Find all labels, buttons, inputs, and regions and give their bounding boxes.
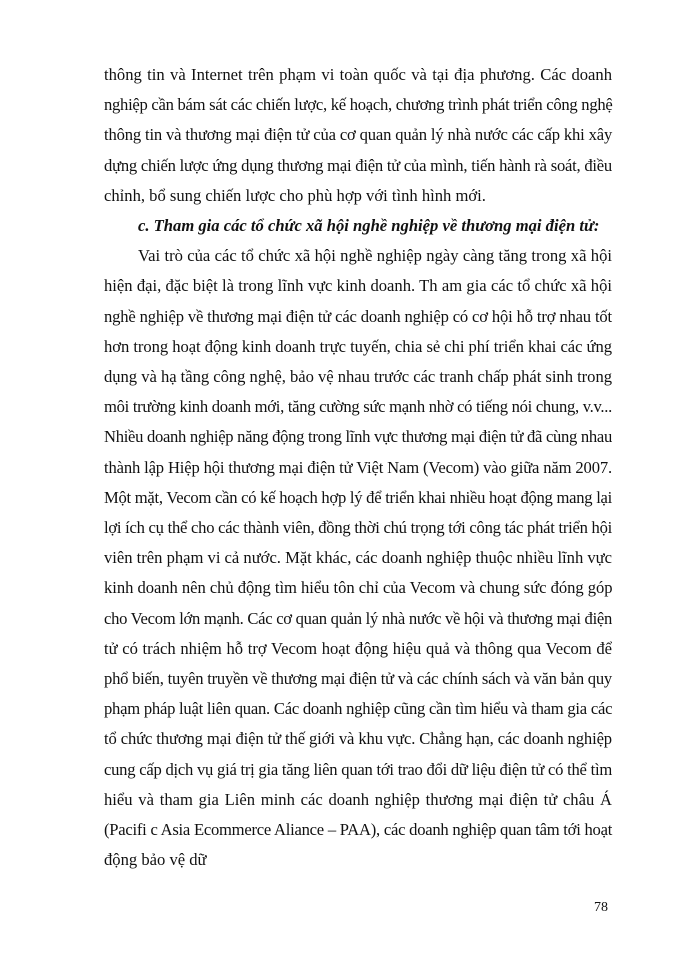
- text-line: dụng và hạ tầng công nghệ, bảo vệ nhau trước các tranh chấp phát sinh trong: [104, 367, 612, 387]
- text-line: phổ biến, tuyên truyền về thương mại điện tử và các chính sách và văn bản quy: [104, 669, 612, 689]
- text-line: hiểu và tham gia Liên minh các doanh nghiệp thương mại điện tử châu Á: [104, 789, 612, 809]
- paragraph-associations: [104, 241, 612, 875]
- text-line: tổ chức thương mại điện tử thế giới và khu vực. Chẳng hạn, các doanh nghiệp: [104, 729, 612, 749]
- text-line: tử có trách nhiệm hỗ trợ Vecom hoạt động hiệu quả và thông qua Vecom để: [104, 638, 612, 658]
- text-line: nghiệp cần bám sát các chiến lược, kế hoạch, chương trình phát triển công nghệ: [104, 95, 613, 115]
- text-line: môi trường kinh doanh mới, tăng cường sức mạnh nhờ có tiếng nói chung, v.v...: [104, 397, 613, 417]
- page-number: 78: [594, 900, 608, 915]
- text-line: viên trên phạm vi cả nước. Mặt khác, các doanh nghiệp thuộc nhiều lĩnh vực: [104, 548, 612, 568]
- text-line: cho Vecom lớn mạnh. Các cơ quan quản lý nhà nước về hội và thương mại điện: [104, 608, 612, 628]
- text-line: nghề nghiệp về thương mại điện tử các doanh nghiệp có cơ hội hỗ trợ nhau tốt: [104, 306, 612, 326]
- text-line: Nhiều doanh nghiệp năng động trong lĩnh vực thương mại điện tử đã cùng nhau: [104, 427, 612, 447]
- text-line: dựng chiến lược ứng dụng thương mại điện tử của mình, tiến hành rà soát, điều: [104, 155, 612, 175]
- text-line: thành lập Hiệp hội thương mại điện tử Việt Nam (Vecom) vào giữa năm 2007.: [104, 457, 612, 477]
- text-line: chỉnh, bổ sung chiến lược cho phù hợp với tình hình mới.: [104, 185, 486, 205]
- body-text: [104, 60, 612, 875]
- text-line: (Pacifi c Asia Ecommerce Aliance – PAA), các doanh nghiệp quan tâm tới hoạt: [104, 820, 613, 840]
- text-line: Vai trò của các tổ chức xã hội nghề nghiệp ngày càng tăng trong xã hội: [138, 246, 612, 266]
- text-line: lợi ích cụ thể cho các thành viên, đồng thời chú trọng tới công tác phát triển hội: [104, 518, 612, 538]
- text-line: phạm pháp luật liên quan. Các doanh nghiệp cũng cần tìm hiểu và tham gia các: [104, 699, 613, 719]
- paragraph-strategy: [104, 60, 612, 211]
- text-line: cung cấp dịch vụ giá trị gia tăng liên quan tới trao đổi dữ liệu điện tử có thể tìm: [104, 759, 612, 779]
- text-line: thông tin và thương mại điện tử của cơ quan quản lý nhà nước các cấp khi xây: [104, 125, 613, 145]
- text-line: động bảo vệ dữ: [104, 850, 207, 870]
- text-line: thông tin và Internet trên phạm vi toàn quốc và tại địa phương. Các doanh: [104, 65, 612, 84]
- text-line: hơn trong hoạt động kinh doanh trực tuyến, chia sẻ chi phí triển khai các ứng: [104, 336, 612, 356]
- text-line: Một mặt, Vecom cần có kế hoạch hợp lý để triển khai nhiều hoạt động mang lại: [104, 487, 612, 507]
- section-heading: c. Tham gia các tổ chức xã hội nghề nghiệp về thương mại điện tử:: [138, 216, 600, 236]
- text-line: hiện đại, đặc biệt là trong lĩnh vực kinh doanh. Th am gia các tổ chức xã hội: [104, 276, 612, 296]
- text-line: kinh doanh nên chủ động tìm hiểu tôn chỉ của Vecom và chung sức đóng góp: [104, 578, 613, 598]
